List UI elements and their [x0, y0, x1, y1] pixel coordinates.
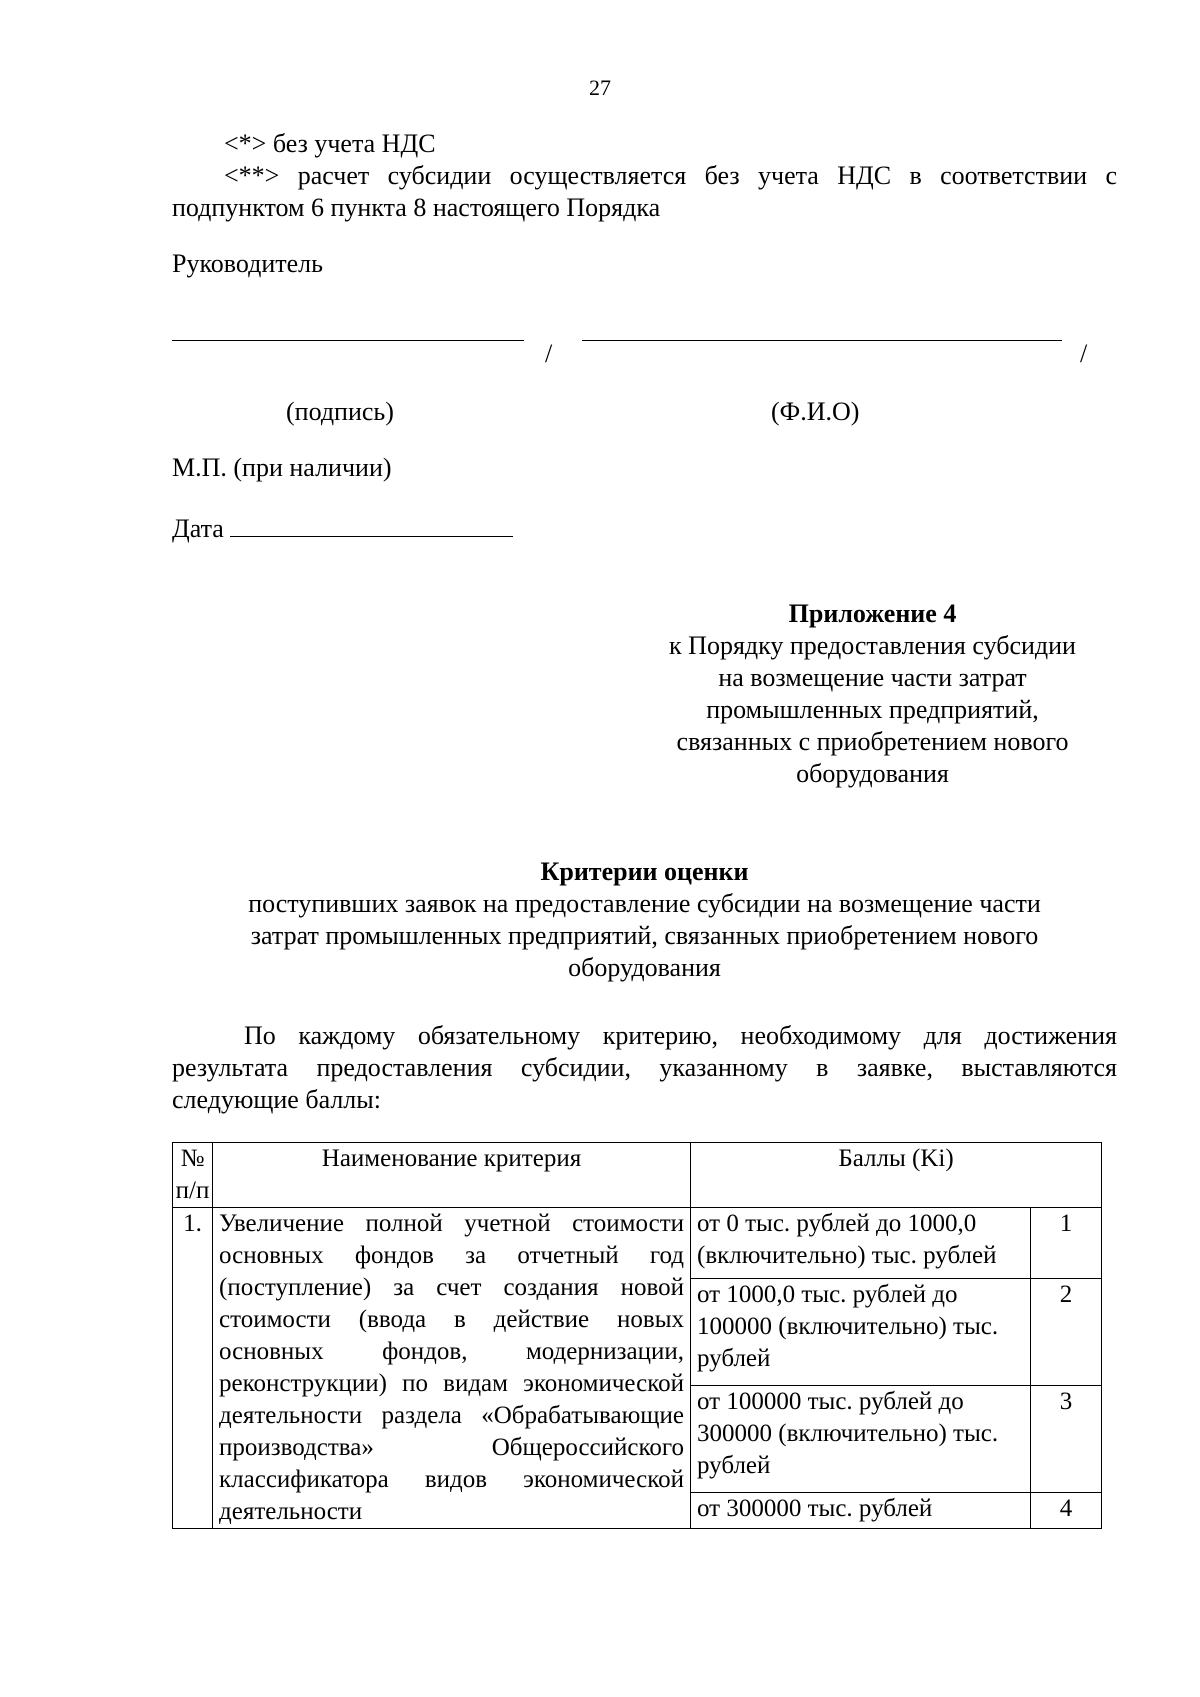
score-points: 4	[1031, 1492, 1102, 1528]
intro-paragraph: По каждому обязательному критерию, необходимому для достижения результата предоставления субсидии, указанному в заявке, выставляются следующие баллы:	[172, 1021, 1117, 1114]
name-caption: (Ф.И.О)	[771, 397, 860, 426]
date-label: Дата	[172, 514, 224, 543]
appendix-title: Приложение 4	[788, 599, 957, 628]
appendix-line: промышленных предприятий,	[706, 695, 1039, 724]
full-name-line	[582, 340, 1062, 341]
criterion-description: Увеличение полной учетной стоимости основных фондов за отчетный год (поступление) за счет создания новой стоимости (ввода в действие новых основных фондов, модернизации, реконструкции) по видам экономической деятельности раздела «Обрабатывающие производства» Общероссийского классификатора видов экономической деятельности	[213, 1208, 691, 1529]
page-number: 27	[589, 75, 611, 100]
score-points: 1	[1031, 1208, 1102, 1279]
appendix-block	[640, 598, 1105, 790]
footnote-subsidy-calc: <**> расчет субсидии осуществляется без учета НДС в соответствии с подпунктом 6 пункта 8 настоящего Порядка	[172, 161, 1117, 222]
signature-caption: (подпись)	[286, 397, 394, 426]
score-points: 3	[1031, 1386, 1102, 1493]
table-row	[173, 1208, 1102, 1279]
header-num-abbr: п/п	[175, 1177, 210, 1204]
score-range: от 300000 тыс. рублей	[691, 1492, 1031, 1528]
row-number: 1.	[173, 1208, 213, 1529]
appendix-line: на возмещение части затрат	[718, 663, 1027, 692]
header-criterion-name: Наименование критерия	[213, 1143, 691, 1208]
appendix-line: связанных с приобретением нового	[676, 727, 1069, 756]
criteria-subtitle-line: оборудования	[568, 953, 721, 982]
appendix-line: оборудования	[796, 759, 949, 788]
signature-line	[172, 340, 524, 341]
appendix-line: к Порядку предоставления субсидии	[669, 631, 1076, 660]
criteria-subtitle-line: поступивших заявок на предоставление субсидии на возмещение части	[248, 889, 1041, 918]
score-points: 2	[1031, 1279, 1102, 1386]
header-num-symbol: №	[180, 1145, 205, 1172]
date-row	[172, 508, 513, 545]
stamp-label: М.П. (при наличии)	[172, 453, 392, 482]
header-num-cell	[173, 1143, 213, 1208]
slash-separator-end: /	[1080, 339, 1088, 368]
criteria-table	[172, 1142, 1102, 1529]
criteria-title: Критерии оценки	[540, 857, 749, 886]
slash-separator: /	[545, 339, 553, 368]
score-range: от 100000 тыс. рублей до 300000 (включительно) тыс. рублей	[691, 1386, 1031, 1493]
criteria-subtitle-line: затрат промышленных предприятий, связанных приобретением нового	[250, 921, 1039, 950]
footnote-vat: <*> без учета НДС	[224, 129, 436, 158]
header-score: Баллы (Ki)	[691, 1143, 1102, 1208]
table-header-row	[173, 1143, 1102, 1208]
head-label: Руководитель	[172, 249, 323, 278]
criteria-heading	[172, 856, 1117, 984]
date-line	[230, 508, 513, 537]
score-range: от 0 тыс. рублей до 1000,0 (включительно) тыс. рублей	[691, 1208, 1031, 1279]
score-range: от 1000,0 тыс. рублей до 100000 (включительно) тыс. рублей	[691, 1279, 1031, 1386]
